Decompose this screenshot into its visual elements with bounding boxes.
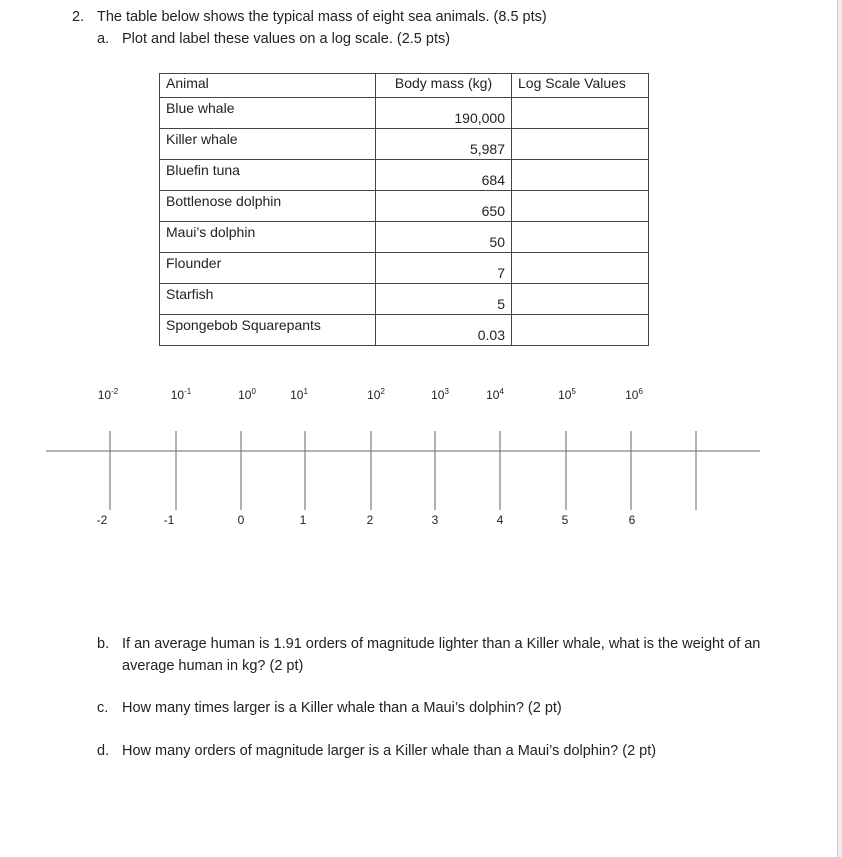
integer-label: 4 (496, 513, 504, 527)
header-body-mass: Body mass (kg) (376, 74, 512, 98)
animal-cell: Blue whale (160, 98, 376, 129)
mass-table (159, 73, 649, 346)
power-label: $10^{-1}$ (170, 387, 192, 402)
integer-label: 0 (237, 513, 245, 527)
power-label: $10^6$ (625, 387, 643, 402)
mass-cell: 5 (376, 284, 512, 315)
table-row (160, 191, 649, 222)
animal-cell: Bluefin tuna (160, 160, 376, 191)
integer-label: -2 (96, 513, 108, 527)
power-label: $10^1$ (290, 387, 308, 402)
part-c (97, 700, 562, 716)
log-cell[interactable] (512, 315, 649, 346)
header-animal: Animal (160, 74, 376, 98)
power-label: $10^4$ (486, 387, 504, 402)
question-number: 2. (72, 9, 85, 25)
animal-cell: Bottlenose dolphin (160, 191, 376, 222)
mass-cell: 7 (376, 253, 512, 284)
part-a (97, 31, 450, 47)
part-c-label: c. (97, 700, 109, 716)
table-row (160, 253, 649, 284)
integer-label: 5 (561, 513, 569, 527)
power-label: $10^5$ (558, 387, 576, 402)
table-row (160, 315, 649, 346)
log-cell[interactable] (512, 253, 649, 284)
mass-cell: 50 (376, 222, 512, 253)
part-d-text: How many orders of magnitude larger is a Killer whale than a Maui’s dolphin? (2 pt) (122, 743, 657, 759)
animal-cell: Starfish (160, 284, 376, 315)
part-a-text: Plot and label these values on a log scale. (2.5 pts) (122, 31, 451, 47)
table-row (160, 129, 649, 160)
table-row (160, 160, 649, 191)
integer-label: 6 (628, 513, 636, 527)
mass-cell: 5,987 (376, 129, 512, 160)
mass-cell: 684 (376, 160, 512, 191)
mass-cell: 650 (376, 191, 512, 222)
power-label: $10^0$ (238, 387, 256, 402)
animal-cell: Spongebob Squarepants (160, 315, 376, 346)
part-d (97, 743, 656, 759)
part-a-label: a. (97, 31, 110, 47)
log-cell[interactable] (512, 284, 649, 315)
table-row (160, 222, 649, 253)
header-log-scale: Log Scale Values (512, 74, 649, 98)
part-b-line1: If an average human is 1.91 orders of magnitude lighter than a Killer whale, what is the weight of an (122, 636, 761, 652)
part-b-line2: average human in kg? (2 pt) (122, 658, 304, 674)
animal-cell: Maui’s dolphin (160, 222, 376, 253)
integer-label: 3 (431, 513, 439, 527)
table-row (160, 284, 649, 315)
table-header-row (160, 74, 649, 98)
power-label: $10^2$ (367, 387, 385, 402)
animal-cell: Killer whale (160, 129, 376, 160)
question-title (72, 9, 547, 25)
part-b-label: b. (97, 636, 110, 652)
power-label: $10^{-2}$ (97, 387, 119, 402)
power-label: $10^3$ (431, 387, 449, 402)
question-text: The table below shows the typical mass of eight sea animals. (8.5 pts) (97, 9, 547, 25)
part-c-text: How many times larger is a Killer whale than a Maui’s dolphin? (2 pt) (122, 700, 562, 716)
integer-label: 2 (366, 513, 374, 527)
part-b (97, 633, 777, 677)
log-cell[interactable] (512, 160, 649, 191)
animal-cell: Flounder (160, 253, 376, 284)
mass-cell: 190,000 (376, 98, 512, 129)
log-cell[interactable] (512, 129, 649, 160)
log-cell[interactable] (512, 191, 649, 222)
integer-label: -1 (163, 513, 175, 527)
log-cell[interactable] (512, 222, 649, 253)
log-number-line (0, 370, 842, 540)
table-row (160, 98, 649, 129)
part-d-label: d. (97, 743, 110, 759)
log-cell[interactable] (512, 98, 649, 129)
mass-cell: 0.03 (376, 315, 512, 346)
integer-label: 1 (299, 513, 307, 527)
